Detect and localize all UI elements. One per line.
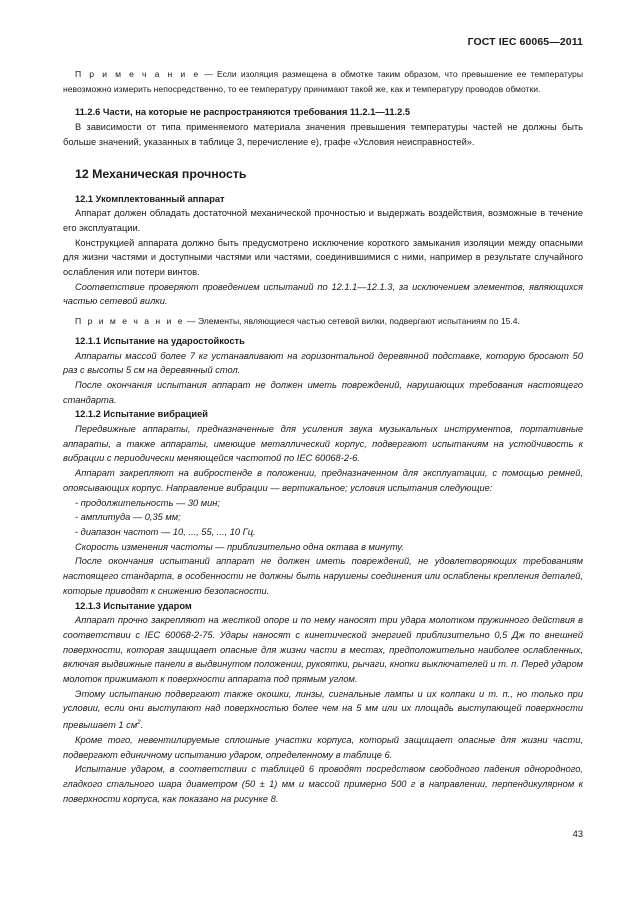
paragraph: После окончания испытания аппарат не должен иметь повреждений, нарушающих требования настоящего стандарта.: [63, 379, 583, 405]
compliance-paragraph: Соответствие проверяют проведением испытаний по 12.1.1—12.1.3, за исключением элементов, являющихся частью сетевой вилки.: [63, 281, 583, 307]
standard-header: ГОСТ IEC 60065—2011: [467, 36, 583, 48]
list-item: - диапазон частот — 10, ..., 55, ..., 10 Гц.: [75, 526, 256, 537]
paragraph: Испытание ударом, в соответствии с таблицей 6 проводят посредством свободного падения однородного, гладкого стального шара диаметром (50 ± 1) мм и массой примерно 500 г в направлении, перпендикулярном к поверхности корпуса, как показано на рисунке 8.: [63, 764, 583, 804]
paragraph: Аппарат закрепляют на вибростенде в положении, предназначенном для эксплуатации, с помощью ремней, опоясывающих корпус. Направление вибрации — вертикальное; условия испытания следующие:: [63, 468, 583, 493]
page-number: 43: [572, 829, 583, 839]
paragraph: [63, 687, 583, 733]
paragraph: Аппарат должен обладать достаточной механической прочностью и выдержать воздействия, возможные в течение его эксплуатации.: [63, 208, 583, 233]
paragraph: Конструкцией аппарата должно быть предусмотрено исключение короткого замыкания изоляции между опасными для жизни частями и доступными частями или частями, соединившимися с ними, например в результате случайного ослабления или потери винтов.: [63, 237, 583, 278]
paragraph: В зависимости от типа применяемого материала значения превышения температуры частей не должны быть больше значений, указанных в таблице 3, перечисление е), графе «Условия неисправностей».: [63, 122, 583, 147]
list-item: - амплитуда — 0,35 мм;: [75, 512, 181, 523]
section-heading-12-1-2: 12.1.2 Испытание вибрацией: [75, 409, 208, 420]
note-paragraph: [63, 314, 583, 329]
superscript: 2: [137, 720, 141, 727]
note-label: П р и м е ч а н и е: [75, 316, 185, 327]
section-heading-12: 12 Механическая прочность: [75, 166, 247, 181]
paragraph-text: Этому испытанию подвергают также окошки, линзы, сигнальные лампы и их колпаки и т. п., но только при условии, если они выступают над поверхностью более чем на 5 мм или их площадь выступающей поверхности превышает 1 см: [63, 688, 583, 731]
note-text: — Элементы, являющиеся частью сетевой вилки, подвергают испытаниям по 15.4.: [184, 316, 520, 327]
list-item: - продолжительность — 30 мин;: [75, 497, 220, 508]
paragraph: Аппараты массой более 7 кг устанавливают на горизонтальной деревянной подставке, которую бросают 50 раз с высоты 5 см на деревянный стол.: [63, 350, 583, 376]
note-label: П р и м е ч а н и е: [75, 69, 201, 79]
section-heading-12-1-3: 12.1.3 Испытание ударом: [75, 600, 192, 611]
paragraph: После окончания испытаний аппарат не должен иметь повреждений, не удовлетворяющих требованиям настоящего стандарта, в особенности не должны быть нарушены соединения или ослаблены крепления деталей, которые приводят к снижению безопасности.: [63, 556, 583, 596]
paragraph: Кроме того, невентилируемые сплошные участки корпуса, который защищает опасные для жизни части, подвергают единичному испытанию ударом, определенному в таблице 6.: [63, 734, 583, 760]
section-heading-11-2-6: 11.2.6 Части, на которые не распространяются требования 11.2.1—11.2.5: [75, 107, 410, 118]
paragraph-end: .: [140, 720, 144, 731]
paragraph: Передвижные аппараты, предназначенные для усиления звука музыкальных инструментов, портативные аппараты, а также аппараты, имеющие металлический корпус, подвергают испытаниям на устойчивость к вибрации с периодически меняющейся частотой по IEC 60068-2-6.: [63, 424, 583, 464]
section-heading-12-1-1: 12.1.1 Испытание на ударостойкость: [75, 335, 245, 346]
note-text: — Если изоляция размещена в обмотке таким образом, что превышение ее температуры невозможно измерить непосредственно, то ее температуру принимают такой же, как и температуру проводов обмотки.: [63, 69, 584, 94]
note-paragraph: [63, 67, 583, 96]
document-page: [63, 36, 583, 806]
paragraph: Скорость изменения частоты — приблизительно одна октава в минуту.: [75, 541, 404, 552]
paragraph: Аппарат прочно закрепляют на жесткой опоре и по нему наносят три удара молотком пружинного действия в соответствии с IEC 60068-2-75. Удары наносят с кинетической энергией приблизительно 0,5 Дж по внешней поверхности, которая защищает опасные для жизни части в местах, предположительно наиболее ослабленных, включая выдвижные панели в выдвинутом положении, рукоятки, рычаги, кнопки выключателей и т. п. Перед ударом молоток прижимают к поверхности аппарата под прямым углом.: [63, 615, 583, 685]
section-heading-12-1: 12.1 Укомплектованный аппарат: [75, 193, 225, 204]
